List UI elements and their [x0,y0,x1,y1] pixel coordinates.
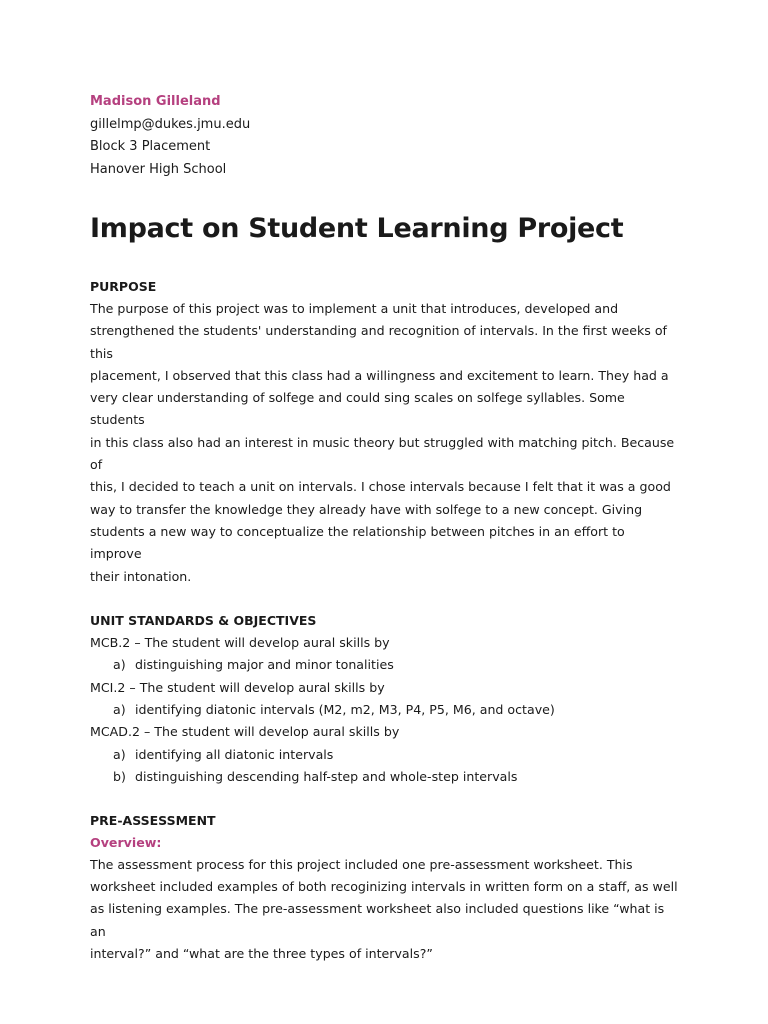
author-school: Hanover High School [90,161,227,177]
standard-objective [90,654,678,676]
objective-text: identifying diatonic intervals (M2, m2, M3, P4, P5, M6, and octave) [135,702,555,718]
objective-text: identifying all diatonic intervals [135,746,334,762]
purpose-line: students a new way to conceptualize the relationship between pitches in an effort to improve [90,523,625,562]
pre-assessment-line: as listening examples. The pre-assessment worksheet also included questions like “what is an [90,901,665,939]
standard-objective [90,699,678,721]
author-placement: Block 3 Placement [90,139,211,154]
pre-assessment-line: The assessment process for this project included one pre-assessment worksheet. This [90,856,633,872]
objective-marker: b) [113,769,126,785]
purpose-line: very clear understanding of solfege and could sing scales on solfege syllables. Some students [90,390,625,428]
purpose-line: The purpose of this project was to implement a unit that introduces, developed and [90,301,619,316]
purpose-line: strengthened the students' understanding and recognition of intervals. In the first weeks of this [90,323,667,361]
standards-list [90,632,678,789]
standard-code: MCB.2 – The student will develop aural skills by [90,634,390,650]
objective-text: distinguishing descending half-step and whole-step intervals [135,769,518,785]
pre-assessment-heading: PRE-ASSESSMENT [90,812,216,828]
purpose-heading: PURPOSE [90,279,157,294]
author-block [90,91,678,181]
standard-objective [90,766,678,788]
purpose-paragraph [90,298,678,588]
objective-marker: a) [113,746,126,762]
standards-heading: UNIT STANDARDS & OBJECTIVES [90,612,317,628]
pre-assessment-line: interval?” and “what are the three types of intervals?” [90,945,433,961]
objective-marker: a) [113,702,126,718]
pre-assessment-line: worksheet included examples of both recoginizing intervals in written form on a staff, as well [90,879,678,894]
author-name: Madison Gilleland [90,94,221,109]
purpose-line: in this class also had an interest in music theory but struggled with matching pitch. Because of [90,434,675,473]
purpose-line: this, I decided to teach a unit on intervals. I chose intervals because I felt that it was a good [90,479,671,495]
standard-code: MCI.2 – The student will develop aural skills by [90,679,385,695]
purpose-line: placement, I observed that this class had a willingness and excitement to learn. They had a [90,367,669,383]
standard-code: MCAD.2 – The student will develop aural skills by [90,724,400,740]
document-title: Impact on Student Learning Project [90,213,624,244]
overview-subheading: Overview: [90,834,162,850]
purpose-line: way to transfer the knowledge they already have with solfege to a new concept. Giving [90,501,643,517]
pre-assessment-paragraph [90,854,678,965]
author-email: gillelmp@dukes.jmu.edu [90,116,251,132]
standard-objective [90,744,678,766]
objective-marker: a) [113,657,126,673]
objective-text: distinguishing major and minor tonalities [135,657,394,673]
purpose-line: their intonation. [90,568,192,584]
